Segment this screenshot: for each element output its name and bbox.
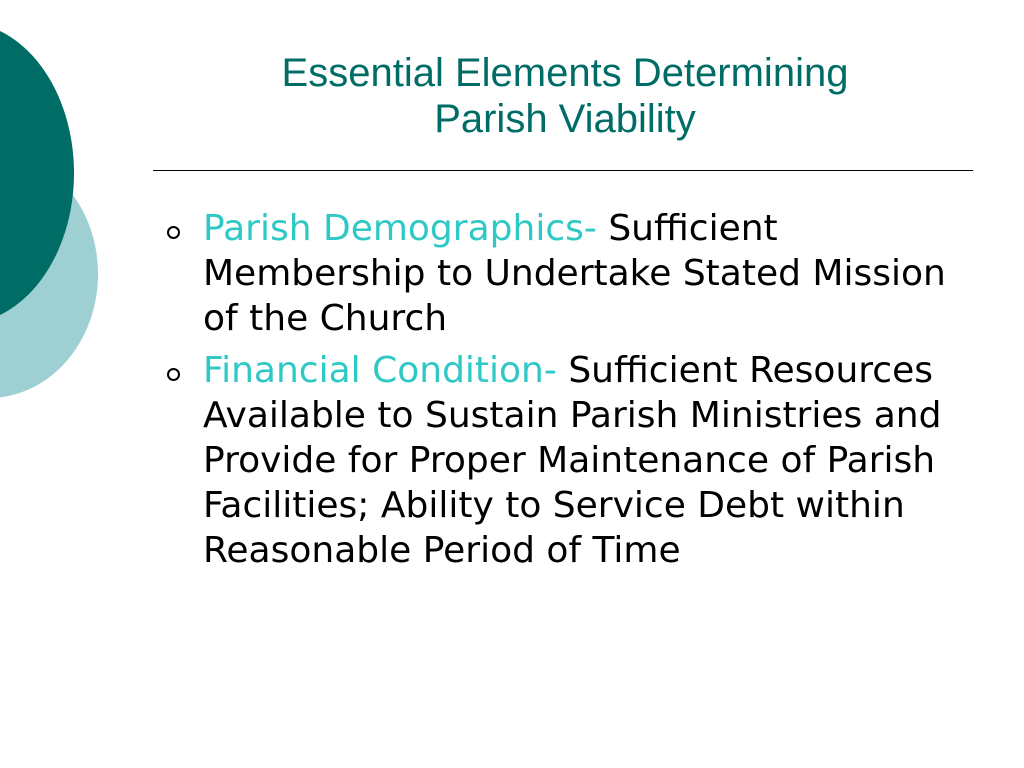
bullet-text: Sufficient Resources Available to Sustain Parish Ministries and Provide for Proper Maintenance of Parish Facilities; Ability to Service Debt within Reasonable Period of Time — [203, 350, 942, 571]
bullet-list — [165, 206, 985, 580]
bullet-text: Sufficient Membership to Undertake Stated Mission of the Church — [203, 208, 946, 339]
title-line-1: Essential Elements Determining — [281, 51, 849, 95]
hollow-circle-bullet-icon — [167, 226, 180, 239]
bullet-term: Financial Condition- — [203, 350, 557, 391]
bullet-item-financial — [165, 348, 985, 573]
bullet-item-demographics — [165, 206, 985, 341]
title-line-2: Parish Viability — [434, 97, 696, 141]
slide-title — [150, 50, 980, 142]
bullet-term: Parish Demographics- — [203, 208, 597, 249]
hollow-circle-bullet-icon — [167, 368, 180, 381]
title-divider — [153, 170, 973, 171]
